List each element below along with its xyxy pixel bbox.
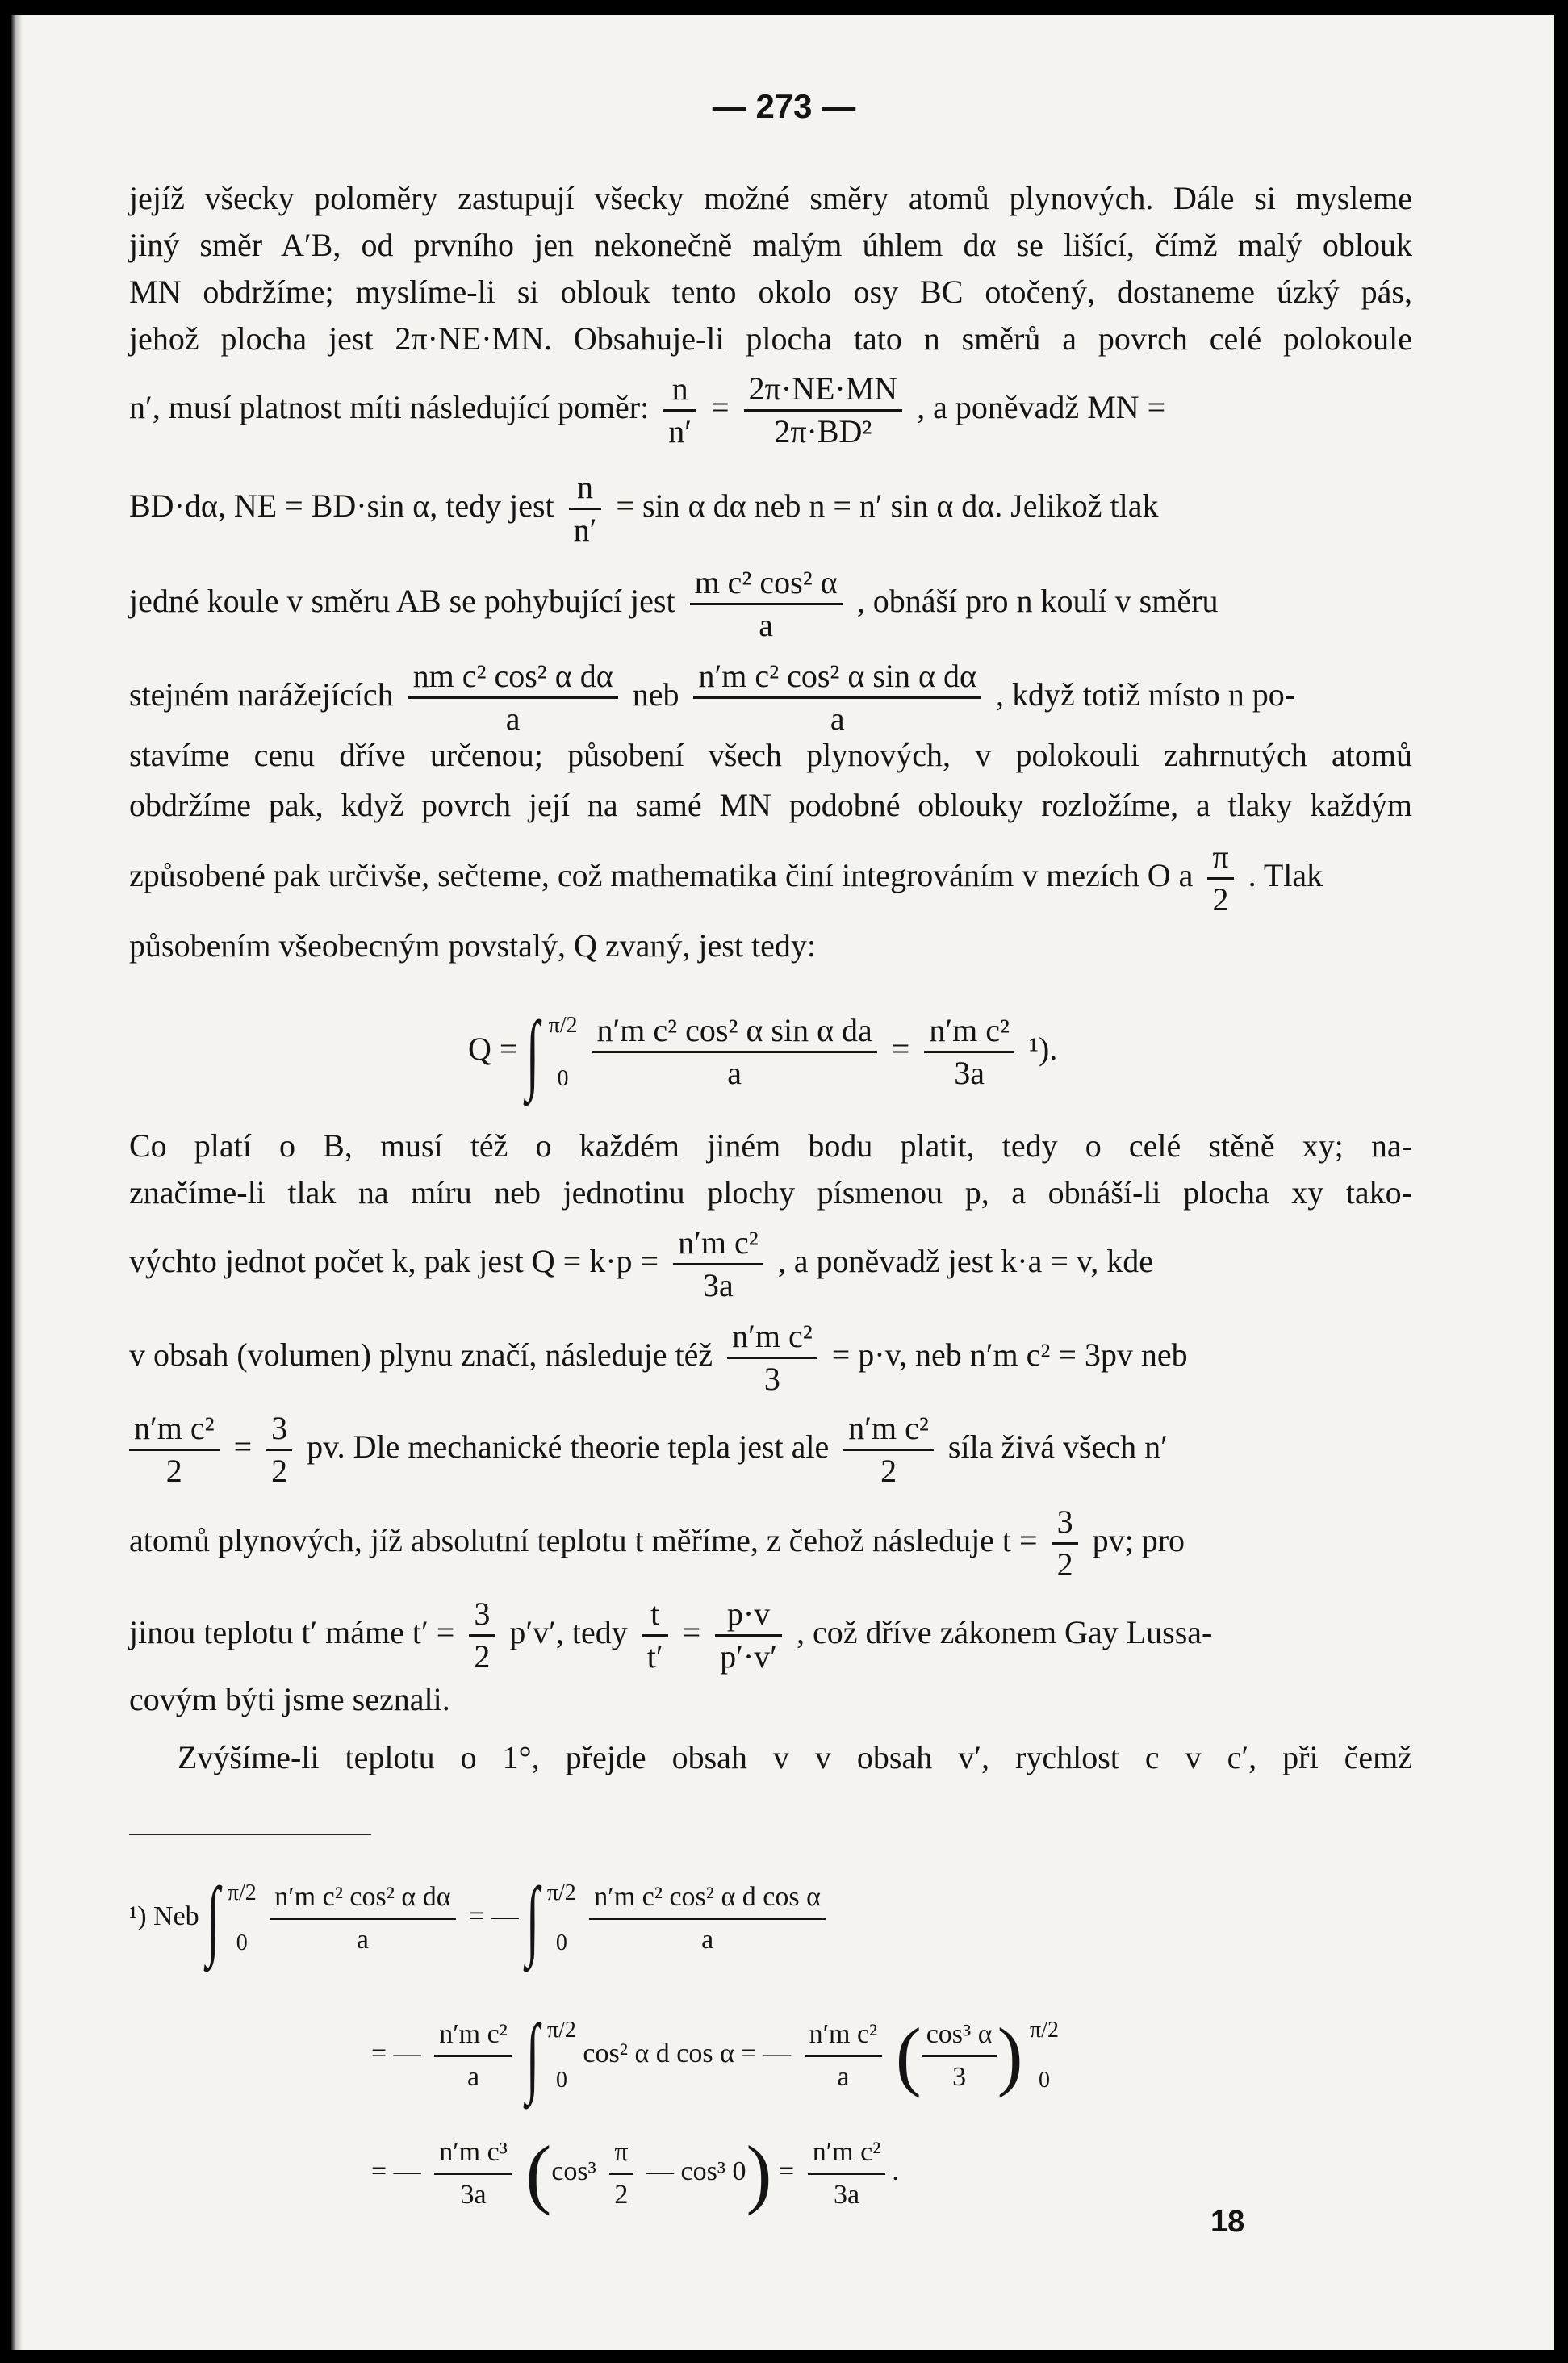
numerator: n′m c² cos² α d cos α xyxy=(589,1877,826,1920)
text-line-with-fractions xyxy=(129,363,1412,452)
denominator: a xyxy=(356,1924,369,1955)
numerator: π xyxy=(609,2132,633,2175)
equals-sign: = — xyxy=(469,1901,519,1931)
text-line-with-fractions xyxy=(129,1588,1412,1677)
text-run: neb xyxy=(632,676,679,713)
equals-sign: = — xyxy=(741,2039,792,2068)
cos-cubed: cos³ xyxy=(551,2156,596,2186)
text-line-with-fractions xyxy=(129,831,1412,920)
numerator: n′m c² xyxy=(843,1408,934,1451)
integral-sign: ∫ xyxy=(206,1869,220,1968)
numerator: n′m c² xyxy=(434,2014,512,2057)
equals-sign: = xyxy=(711,389,730,425)
upper-limit: π/2 xyxy=(546,1880,576,1906)
text-line-with-fractions xyxy=(129,557,1412,646)
equals-sign: = xyxy=(779,2156,795,2186)
denominator: 2 xyxy=(474,1638,491,1675)
text-line-with-fractions xyxy=(129,462,1412,550)
text-line-with-fractions xyxy=(129,1311,1412,1399)
text-run: výchto jednot počet k, pak jest Q = k·p = xyxy=(129,1243,659,1279)
evaluation-limits xyxy=(1030,2018,1059,2093)
left-paren: ( xyxy=(895,2012,922,2099)
left-paren: ( xyxy=(525,2130,552,2217)
equals-sign: = xyxy=(682,1614,701,1650)
text-run: , obnáší pro n koulí v směru xyxy=(856,583,1219,619)
denominator: a xyxy=(466,2061,480,2092)
denominator: a xyxy=(759,607,774,644)
denominator: 3a xyxy=(954,1055,985,1092)
numerator: n′m c² xyxy=(924,1010,1014,1053)
text-run: síla živá všech n′ xyxy=(947,1428,1168,1465)
fraction xyxy=(589,1877,826,1960)
text-line: působením všeobecným povstalý, Q zvaný, jest tedy: xyxy=(129,927,816,964)
denominator: 3 xyxy=(952,2061,967,2092)
fraction xyxy=(1207,837,1233,920)
numerator: n′m c² cos² α sin α da xyxy=(592,1010,877,1053)
upper-limit: π/2 xyxy=(547,2018,576,2043)
fraction xyxy=(693,656,981,739)
fraction xyxy=(1052,1502,1078,1585)
period: . xyxy=(892,2156,899,2186)
denominator: 2 xyxy=(614,2179,629,2210)
lower-limit: 0 xyxy=(555,2068,567,2093)
text-run: — cos³ 0 xyxy=(646,2156,746,2186)
lower-limit: 0 xyxy=(1038,2068,1050,2093)
integral-sign: ∫ xyxy=(526,1002,540,1102)
numerator: n xyxy=(663,369,696,412)
text-line: jehož plocha jest 2π·NE·MN. Obsahuje-li plocha tato n směrů a povrch celé polokoule xyxy=(129,320,1412,357)
fraction xyxy=(408,656,618,739)
fraction xyxy=(434,2014,512,2097)
numerator: n xyxy=(569,467,602,510)
text-run: , když totiž místo n po- xyxy=(995,676,1296,713)
equals-sign: = xyxy=(233,1428,253,1465)
page-number: — 273 — xyxy=(712,87,856,125)
footnote-ref: ¹). xyxy=(1028,1031,1058,1067)
text-run: stejném narážejících xyxy=(129,676,394,713)
denominator: 3 xyxy=(763,1361,780,1398)
fraction xyxy=(805,2014,883,2097)
denominator: a xyxy=(727,1055,742,1092)
text-run: v obsah (volumen) plynu značí, následuje též xyxy=(129,1336,713,1373)
numerator: m c² cos² α xyxy=(690,563,843,605)
denominator: 3a xyxy=(833,2179,860,2210)
numerator: 3 xyxy=(1052,1502,1078,1545)
footnote-mark: ¹) Neb xyxy=(129,1901,199,1931)
denominator: 2 xyxy=(880,1453,897,1490)
text-run: = sin α dα neb n = n′ sin α dα. Jelikož tlak xyxy=(616,487,1159,524)
numerator: n′m c² xyxy=(129,1408,220,1451)
signature-mark: 18 xyxy=(1210,2205,1245,2239)
numerator: 2π·NE·MN xyxy=(744,369,903,412)
text-run: , což dříve zákonem Gay Lussa- xyxy=(796,1614,1213,1650)
text-line: stavíme cenu dříve určenou; působení všech plynových, v polokouli zahrnutých atomů xyxy=(129,737,1412,773)
text-line-with-fractions xyxy=(129,1403,1412,1491)
text-run: jinou teplotu t′ máme t′ = xyxy=(129,1614,455,1650)
denominator: 2 xyxy=(271,1453,288,1490)
fraction xyxy=(715,1594,782,1677)
integral-limits xyxy=(547,1880,576,1956)
numerator: t xyxy=(642,1594,668,1637)
denominator: a xyxy=(837,2061,850,2092)
text-run: = p·v, neb n′m c² = 3pv neb xyxy=(831,1336,1188,1373)
fraction xyxy=(924,1010,1014,1094)
text-run: , a poněvadž jest k·a = v, kde xyxy=(777,1243,1154,1279)
text-run: . Tlak xyxy=(1248,857,1323,893)
text-line: jejíž všecky poloměry zastupují všecky možné směry atomů plynových. Dále si mysleme xyxy=(129,180,1412,216)
denominator: a xyxy=(505,701,521,738)
fraction xyxy=(673,1223,763,1306)
denominator: 2 xyxy=(1212,881,1229,918)
equals-sign: = — xyxy=(371,2039,421,2068)
denominator: 2 xyxy=(1056,1546,1073,1583)
footnote-rule xyxy=(129,1834,371,1835)
fraction xyxy=(843,1408,934,1491)
denominator: t′ xyxy=(646,1638,663,1675)
right-paren: ) xyxy=(997,2012,1023,2099)
fraction xyxy=(592,1010,877,1094)
integral-limits xyxy=(547,2018,576,2093)
text-run: atomů plynových, jíž absolutní teplotu t měříme, z čehož následuje t = xyxy=(129,1522,1038,1558)
upper-limit: π/2 xyxy=(1030,2018,1059,2043)
denominator: 3a xyxy=(460,2179,487,2210)
text-run: jedné koule v směru AB se pohybující jest xyxy=(129,583,675,619)
upper-limit: π/2 xyxy=(227,1880,257,1906)
right-paren: ) xyxy=(746,2130,772,2217)
text-run: pv; pro xyxy=(1092,1522,1185,1558)
numerator: n′m c² xyxy=(808,2132,886,2175)
numerator: p·v xyxy=(715,1594,782,1637)
lower-limit: 0 xyxy=(555,1930,567,1956)
denominator: n′ xyxy=(573,512,597,549)
fraction xyxy=(642,1594,668,1677)
fraction xyxy=(270,1877,455,1960)
fraction xyxy=(690,563,843,646)
display-equation xyxy=(468,993,1194,1106)
text-run: pv. Dle mechanické theorie tepla jest ale xyxy=(307,1428,830,1465)
fraction xyxy=(744,369,903,452)
numerator: n′m c² xyxy=(673,1223,763,1265)
fraction xyxy=(469,1594,495,1677)
numerator: n′m c² cos² α dα xyxy=(270,1877,455,1920)
text-line-with-fractions xyxy=(129,650,1412,739)
numerator: π xyxy=(1207,837,1233,880)
integrand: cos² α d cos α xyxy=(583,2039,734,2068)
numerator: 3 xyxy=(469,1594,495,1637)
footnote-line xyxy=(371,2001,1420,2106)
fraction xyxy=(609,2132,633,2215)
fraction xyxy=(569,467,602,550)
denominator: a xyxy=(830,701,845,738)
numerator: n′m c² xyxy=(805,2014,883,2057)
denominator: n′ xyxy=(668,413,692,450)
numerator: n′m c² cos² α sin α dα xyxy=(693,656,981,699)
numerator: 3 xyxy=(266,1408,292,1451)
footnote-line xyxy=(371,2119,1420,2224)
denominator: 3a xyxy=(703,1267,734,1304)
equals-sign: = — xyxy=(371,2156,421,2186)
fraction xyxy=(663,369,696,452)
denominator: p′·v′ xyxy=(720,1638,777,1675)
footnote-line xyxy=(129,1864,1412,1969)
text-line: obdržíme pak, když povrch její na samé MN podobné oblouky rozložíme, a tlaky každým xyxy=(129,787,1412,823)
denominator: a xyxy=(701,1924,714,1955)
integral-sign: ∫ xyxy=(526,2006,540,2106)
fraction xyxy=(129,1408,220,1491)
integral-sign: ∫ xyxy=(526,1869,540,1968)
integral-limits xyxy=(549,1013,578,1092)
denominator: 2π·BD² xyxy=(774,413,872,450)
upper-limit: π/2 xyxy=(548,1012,578,1038)
text-run: způsobené pak určivše, sečteme, což mathematika činí integrováním v mezích O a xyxy=(129,857,1194,893)
fraction xyxy=(922,2014,997,2097)
text-run: n′, musí platnost míti následující poměr: xyxy=(129,389,650,425)
page-binding-edge xyxy=(11,15,23,2350)
text-line: Zvýšíme-li teplotu o 1°, přejde obsah v v obsah v′, rychlost c v c′, při čemž xyxy=(178,1739,1412,1775)
text-line: Co platí o B, musí též o každém jiném bodu platit, tedy o celé stěně xy; na- xyxy=(129,1127,1412,1164)
denominator: 2 xyxy=(165,1453,182,1490)
text-line-with-fractions xyxy=(129,1217,1412,1306)
text-line-with-fractions xyxy=(129,1496,1412,1585)
fraction xyxy=(808,2132,886,2215)
text-line: covým býti jsme seznali. xyxy=(129,1681,450,1717)
equation-lhs: Q = xyxy=(468,1031,518,1067)
text-run: p′v′, tedy xyxy=(509,1614,628,1650)
lower-limit: 0 xyxy=(236,1930,248,1956)
numerator: cos³ α xyxy=(922,2014,997,2057)
numerator: n′m c² xyxy=(727,1316,817,1359)
fraction xyxy=(266,1408,292,1491)
numerator: nm c² cos² α dα xyxy=(408,656,618,699)
equals-sign: = xyxy=(891,1031,910,1067)
text-line: MN obdržíme; myslíme-li si oblouk tento okolo osy BC otočený, dostaneme úzký pás, xyxy=(129,274,1412,310)
text-line: jiný směr A′B, od prvního jen nekonečně malým úhlem dα se lišící, čímž malý oblouk xyxy=(129,227,1412,263)
fraction xyxy=(434,2132,512,2215)
numerator: n′m c³ xyxy=(434,2132,512,2175)
lower-limit: 0 xyxy=(557,1065,569,1091)
text-run: BD·dα, NE = BD·sin α, tedy jest xyxy=(129,487,554,524)
text-run: , a poněvadž MN = xyxy=(917,389,1166,425)
integral-limits xyxy=(228,1880,257,1956)
fraction xyxy=(727,1316,817,1399)
text-line: značíme-li tlak na míru neb jednotinu plochy písmenou p, a obnáší-li plocha xy tako- xyxy=(129,1174,1412,1211)
